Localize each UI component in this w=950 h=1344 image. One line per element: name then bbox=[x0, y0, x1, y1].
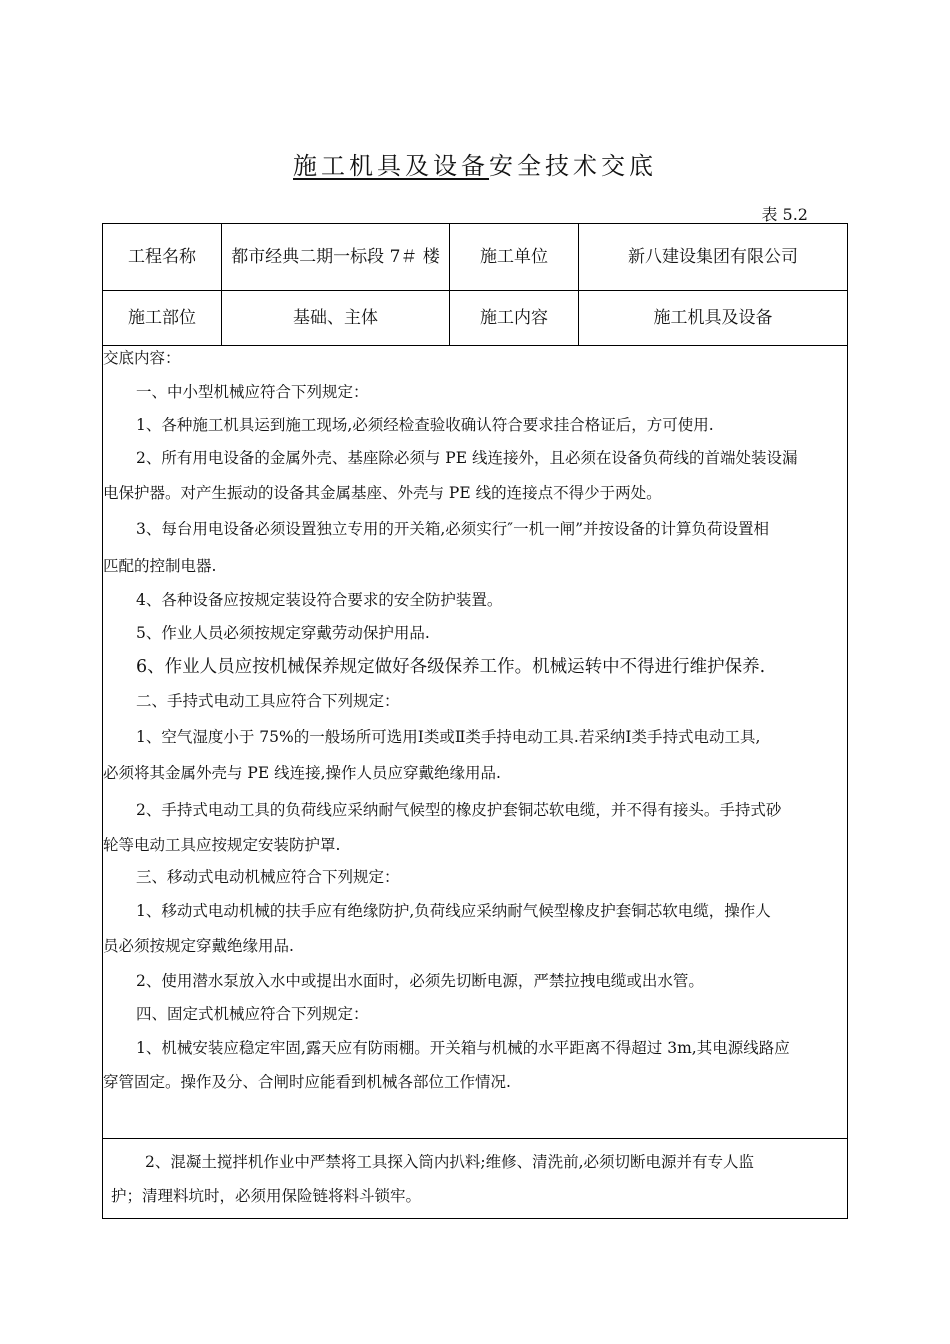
section-2-item-2-line-1: 2、手持式电动工具的负荷线应采纳耐气候型的橡皮护套铜芯软电缆，并不得有接头。手持式砂 bbox=[136, 801, 782, 819]
section-4-item-2-line-1: 2、混凝土搅拌机作业中严禁将工具探入筒内扒料;维修、清洗前,必须切断电源并有专人监 bbox=[145, 1153, 755, 1171]
construction-part-label: 施工部位 bbox=[128, 308, 196, 328]
title-underlined-part: 施工机具及设备 bbox=[293, 152, 489, 180]
section-1-item-2-line-1: 2、所有用电设备的金属外壳、基座除必须与 PE 线连接外，且必须在设备负荷线的首端处装设漏 bbox=[136, 449, 798, 467]
section-4-item-2-line-2: 护；清理料坑时，必须用保险链将料斗锁牢。 bbox=[111, 1187, 422, 1205]
construction-content-label: 施工内容 bbox=[480, 308, 548, 328]
section-1-item-3-line-2: 匹配的控制电器. bbox=[103, 557, 217, 575]
construction-part-value: 基础、主体 bbox=[293, 308, 378, 328]
table-number: 表 5.2 bbox=[761, 205, 808, 224]
title-rest-part: 安全技术交底 bbox=[489, 152, 657, 180]
section-1-item-5: 5、作业人员必须按规定穿戴劳动保护用品. bbox=[136, 624, 430, 642]
section-1-item-2-line-2: 电保护器。对产生振动的设备其金属基座、外壳与 PE 线的连接点不得少于两处。 bbox=[103, 484, 662, 502]
section-3-title: 三、移动式电动机械应符合下列规定： bbox=[136, 868, 400, 886]
row-divider bbox=[103, 1138, 847, 1139]
construction-unit-label: 施工单位 bbox=[480, 247, 548, 267]
construction-unit-value: 新八建设集团有限公司 bbox=[628, 247, 798, 267]
section-4-title: 四、固定式机械应符合下列规定： bbox=[136, 1005, 369, 1023]
section-4-item-1-line-1: 1、机械安装应稳定牢固,露天应有防雨棚。开关箱与机械的水平距离不得超过 3m,其电源线路应 bbox=[136, 1039, 790, 1057]
section-1-item-1: 1、各种施工机具运到施工现场,必须经检查验收确认符合要求挂合格证后，方可使用. bbox=[136, 416, 714, 434]
section-2-item-2-line-2: 轮等电动工具应按规定安装防护罩. bbox=[103, 836, 341, 854]
section-4-item-1-line-2: 穿管固定。操作及分、合闸时应能看到机械各部位工作情况. bbox=[103, 1073, 511, 1091]
section-1-item-3-line-1: 3、每台用电设备必须设置独立专用的开关箱,必须实行″一机一闸”并按设备的计算负荷设置相 bbox=[136, 520, 770, 538]
section-3-item-1-line-2: 员必须按规定穿戴绝缘用品. bbox=[103, 937, 294, 955]
document-title bbox=[0, 146, 950, 181]
section-1-item-4: 4、各种设备应按规定装设符合要求的安全防护装置。 bbox=[136, 591, 503, 609]
section-2-item-1-line-2: 必须将其金属外壳与 PE 线连接,操作人员应穿戴绝缘用品. bbox=[103, 764, 501, 782]
project-name-value: 都市经典二期一标段 7＃ 楼 bbox=[231, 247, 440, 267]
section-1-title: 一、中小型机械应符合下列规定： bbox=[136, 383, 369, 401]
section-2-title: 二、手持式电动工具应符合下列规定： bbox=[136, 692, 400, 710]
section-3-item-1-line-1: 1、移动式电动机械的扶手应有绝缘防护,负荷线应采纳耐气候型橡皮护套铜芯软电缆，操作人 bbox=[136, 902, 771, 920]
project-name-label: 工程名称 bbox=[128, 247, 196, 267]
content-intro: 交底内容： bbox=[103, 349, 181, 367]
disclosure-table bbox=[102, 223, 848, 1219]
section-3-item-2: 2、使用潜水泵放入水中或提出水面时，必须先切断电源，严禁拉拽电缆或出水管。 bbox=[136, 972, 704, 990]
section-1-item-6: 6、作业人员应按机械保养规定做好各级保养工作。机械运转中不得进行维护保养. bbox=[136, 657, 766, 677]
section-2-item-1-line-1: 1、空气湿度小于 75%的一般场所可选用Ⅰ类或Ⅱ类手持电动工具.若采纳Ⅰ类手持式电动工具, bbox=[136, 728, 761, 746]
construction-content-value: 施工机具及设备 bbox=[653, 308, 773, 328]
